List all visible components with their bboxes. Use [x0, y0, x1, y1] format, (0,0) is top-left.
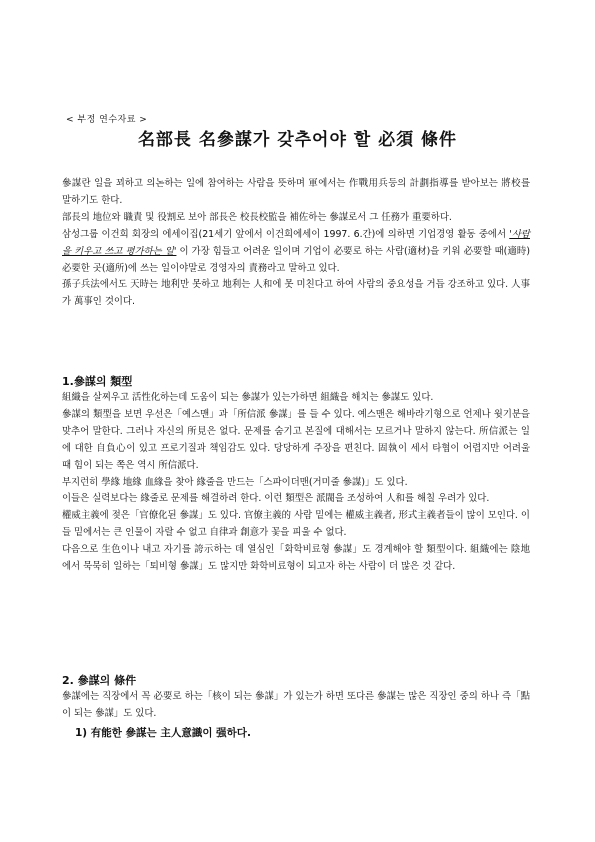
section-2-heading: 2. 參謀의 條件 — [62, 674, 137, 687]
section-1-body — [62, 390, 530, 576]
section-1-paragraph-6: 다음으로 生色이나 내고 자기를 誇示하는 데 열심인「화학비료형 參謀」도 경계해야 할 類型이다. 組織에는 陰地에서 묵묵히 일하는「퇴비형 參謀」도 많지만 화학비료형이 되고자 하는 사람이 더 많은 것 같다. — [62, 544, 530, 573]
section-1-paragraph-4: 이들은 실력보다는 緣줄로 문제를 해결하려 한다. 이런 類型은 派閥을 조성하여 人和를 해칠 우려가 있다. — [62, 493, 490, 505]
intro-section — [62, 176, 530, 311]
section-1-paragraph-1: 組織을 살찌우고 活性化하는데 도움이 되는 參謀가 있는가하면 組織을 해치는 參謀도 있다. — [62, 392, 434, 403]
intro-paragraph-3 — [62, 227, 530, 278]
section-2-body — [62, 689, 530, 723]
document-kicker: < 부정 연수자료 > — [66, 115, 148, 125]
intro-quote: '사람을 키우고 쓰고 평가하는 일' — [62, 228, 530, 257]
document-title: 名部長 名參謀가 갖추어야 할 必須 條件 — [137, 130, 458, 150]
section-2-paragraph-1: 參謀에는 직장에서 꼭 必要로 하는「核이 되는 參謀」가 있는가 하면 또다른 參謀는 많은 직장인 중의 하나 즉「點이 되는 參謀」도 있다. — [62, 691, 530, 719]
intro-paragraph-3-start: 삼성그룹 이건희 회장의 에세이집(21세기 앞에서 이건희에세이 1997. 6.간)에 의하면 기업경영 활동 중에서 — [62, 228, 510, 240]
section-2-subheading-1: 1) 有能한 參謀는 主人意識이 强하다. — [75, 727, 251, 739]
intro-paragraph-4: 孫子兵法에서도 天時는 地利만 못하고 地利는 人和에 못 미친다고 하여 사람의 중요성을 거듭 강조하고 있다. 人事가 萬事인 것이다. — [62, 279, 530, 308]
intro-paragraph-2: 部長의 地位와 職責 및 役割로 보아 部長은 校長校監을 補佐하는 參謀로서 그 任務가 重要하다. — [62, 211, 452, 223]
section-1-paragraph-5: 權威主義에 젖은「官僚化된 參謀」도 있다. 官僚主義的 사람 밑에는 權威主義者, 形式主義者들이 많이 모인다. 이들 밑에서는 큰 인물이 자랄 수 없고 自律과 創意가 꽃을 피울 수 없다. — [62, 510, 530, 539]
section-1-heading: 1.參謀의 類型 — [62, 375, 133, 388]
intro-paragraph-3-end: 이 가장 힘들고 어려운 일이며 기업이 必要로 하는 사람(適材)을 키워 必要할 때(適時) 必要한 곳(適所)에 쓰는 일이야말로 경영자의 責務라고 말하고 있다. — [62, 245, 530, 274]
section-1-paragraph-3: 부지런히 學緣 地緣 血緣을 찾아 緣줄을 만드는「스파이더맨(거미줄 參謀)」도 있다. — [62, 476, 408, 488]
section-1-paragraph-2: 參謀의 類型을 보면 우선은「예스맨」과「所信派 參謀」를 들 수 있다. 예스맨은 해바라기형으로 언제나 윗기분을 맞추어 말한다. 그러나 자신의 所見은 없다. 문제를 숨기고 본질에 대해서는 모르거나 말하지 않는다. 所信派는 일에 대한 自負心이 있고 프로기질과 책임감도 있다. 당당하게 주장을 편친다. 固執이 세서 타협이 어렵지만 어려울 때 힘이 되는 쪽은 역시 所信派다. — [62, 408, 530, 471]
intro-paragraph-1: 參謀란 일을 꾀하고 의논하는 일에 참여하는 사람을 뜻하며 軍에서는 作戰用兵등의 計劃指導를 받아보는 將校를 말하기도 한다. — [62, 178, 530, 206]
